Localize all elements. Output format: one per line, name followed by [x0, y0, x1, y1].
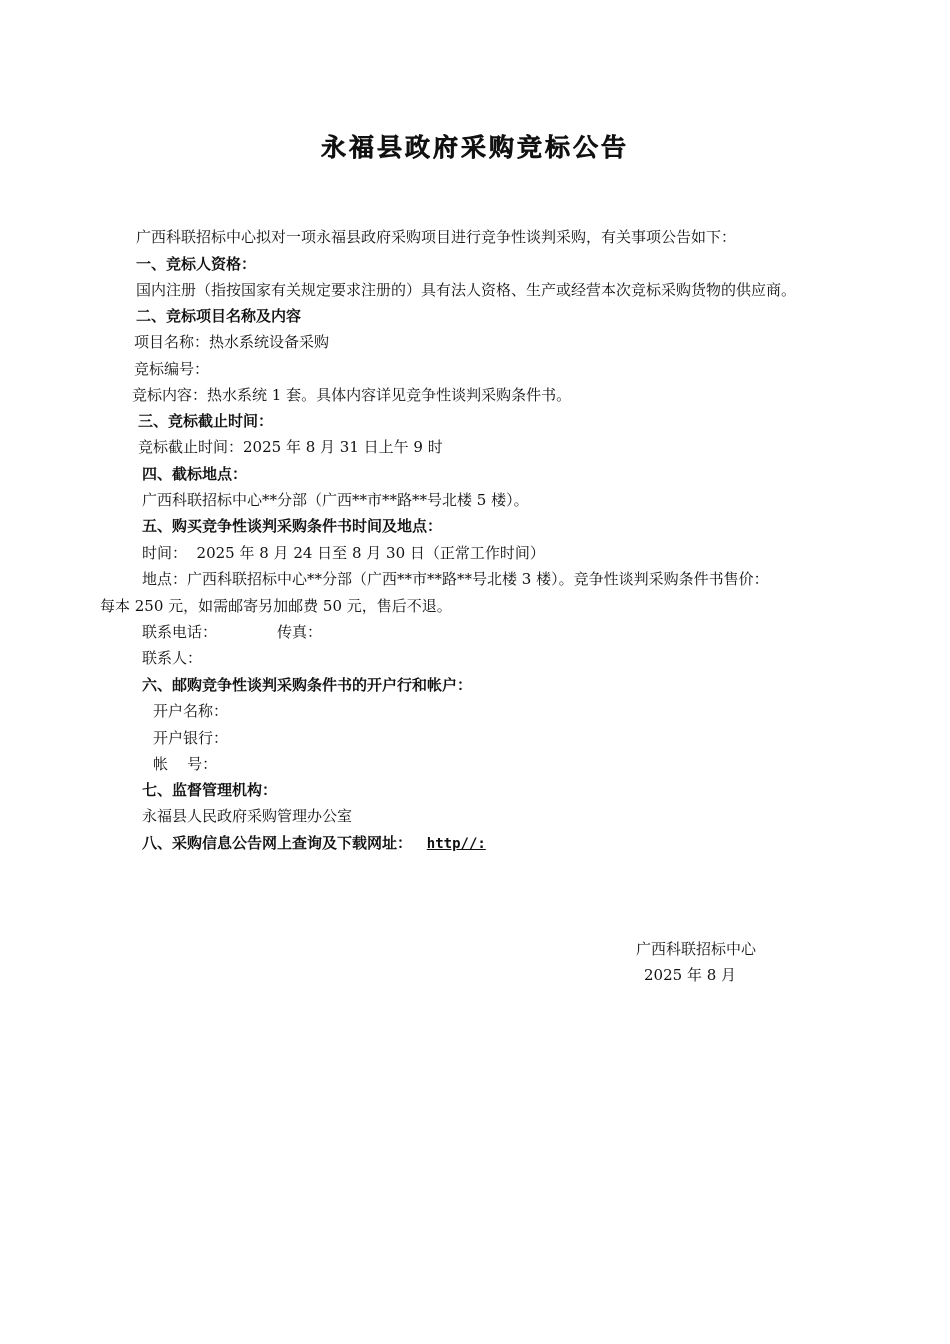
- signature-date: 2025 年 8 月: [644, 966, 737, 984]
- document-title: 永福县政府采购竞标公告: [320, 133, 629, 162]
- bid-number: 竞标编号：: [134, 360, 210, 378]
- section-2-heading: 二、竞标项目名称及内容: [136, 307, 302, 325]
- purchase-place-line-2: 每本 250 元，如需邮寄另加邮费 50 元，售后不退。: [100, 597, 452, 615]
- account-name: 开户名称：: [153, 702, 229, 720]
- section-7-heading: 七、监督管理机构：: [142, 781, 278, 799]
- contact-phone-fax: [142, 622, 322, 642]
- section-5-heading: 五、购买竞争性谈判采购条件书时间及地点：: [142, 517, 443, 535]
- section-3-heading: 三、竞标截止时间：: [138, 412, 274, 430]
- account-bank: 开户银行：: [153, 729, 229, 747]
- section-8-heading: 八、采购信息公告网上查询及下载网址：: [142, 834, 413, 852]
- section-4-heading: 四、截标地点：: [142, 465, 248, 483]
- purchase-place-line-1: 地点：广西科联招标中心**分部（广西**市**路**号北楼 3 楼）。竞争性谈判采购条件书售价：: [142, 570, 769, 588]
- intro-paragraph: 广西科联招标中心拟对一项永福县政府采购项目进行竞争性谈判采购，有关事项公告如下：: [136, 228, 737, 246]
- account-number: 帐 号：: [153, 755, 218, 773]
- deadline-text: 竞标截止时间：2025 年 8 月 31 日上午 9 时: [138, 438, 443, 456]
- section-1-text: 国内注册（指按国家有关规定要求注册的）具有法人资格、生产或经营本次竞标采购货物的供应商。: [136, 281, 797, 299]
- purchase-time: 时间： 2025 年 8 月 24 日至 8 月 30 日（正常工作时间）: [142, 544, 545, 562]
- section-6-heading: 六、邮购竞争性谈判采购条件书的开户行和帐户：: [142, 676, 473, 694]
- signature-org: 广西科联招标中心: [636, 940, 757, 958]
- section-8-line: [142, 833, 486, 854]
- supervisor-org: 永福县人民政府采购管理办公室: [142, 807, 353, 825]
- contact-person: 联系人：: [142, 649, 203, 667]
- fax-label: 传真：: [277, 623, 323, 641]
- section-1-heading: 一、竞标人资格：: [136, 255, 257, 273]
- phone-label: 联系电话：: [142, 623, 218, 641]
- bid-content: 竞标内容：热水系统 1 套。具体内容详见竞争性谈判采购条件书。: [132, 386, 572, 404]
- bid-location: 广西科联招标中心**分部（广西**市**路**号北楼 5 楼）。: [142, 491, 529, 509]
- project-name: 项目名称：热水系统设备采购: [134, 333, 330, 351]
- download-url-link[interactable]: http//:: [426, 836, 486, 852]
